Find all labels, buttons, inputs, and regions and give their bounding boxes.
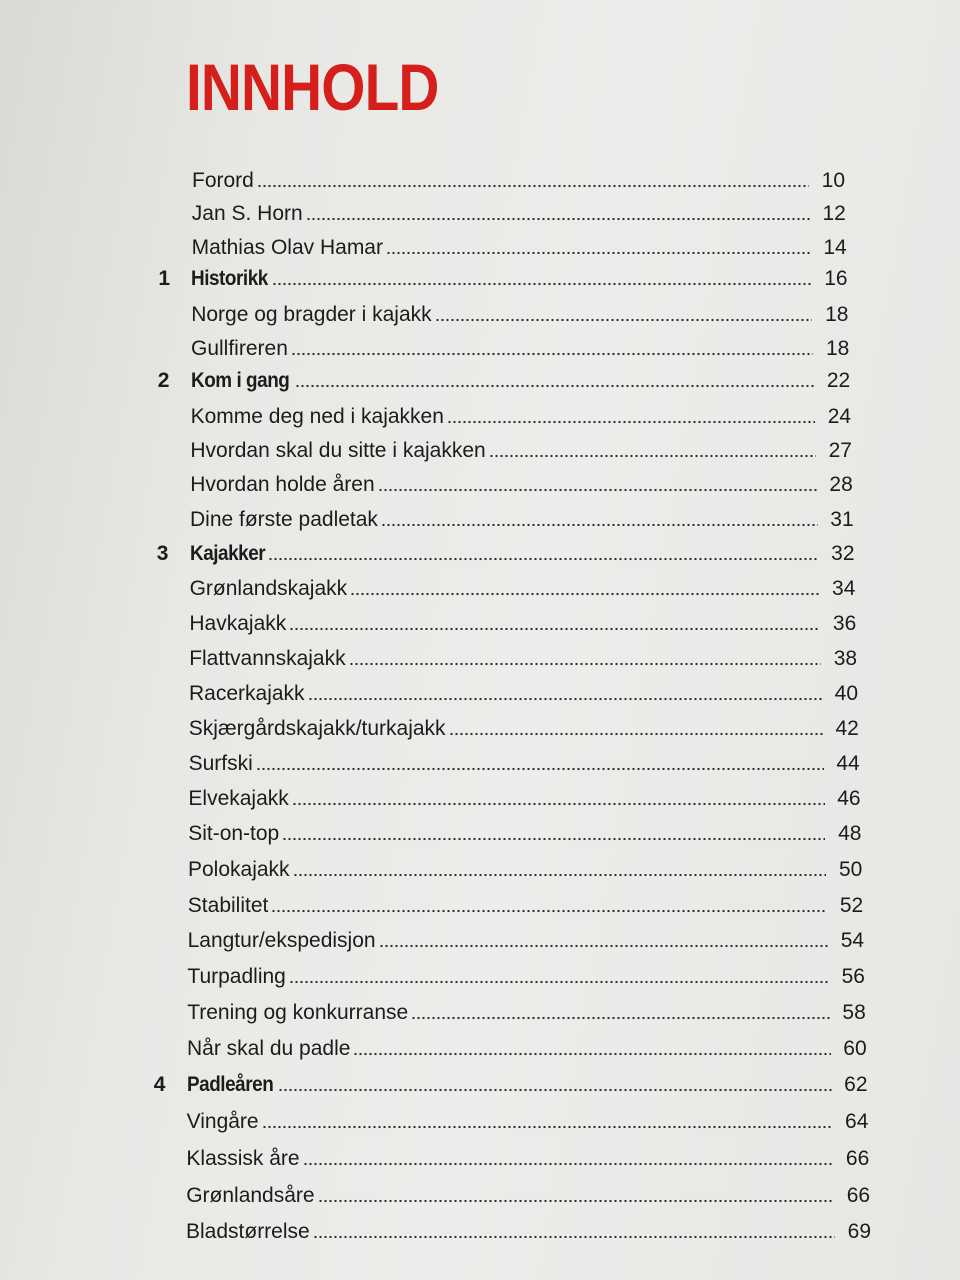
section-title: Hvordan skal du sitte i kajakken [190,439,486,462]
dot-leader [353,1051,830,1057]
dot-leader [379,943,828,949]
toc-entry-row [190,472,853,498]
toc-entry-row [192,235,847,261]
toc-entry-row [190,507,854,533]
toc-entry-row [189,716,859,742]
dot-leader [489,453,816,459]
dot-leader [449,731,823,737]
page-number: 44 [836,752,860,775]
chapter-title: Kajakker [189,542,266,565]
section-title: Polokajakk [188,858,290,881]
toc-entry-row [189,646,857,672]
chapter-title: Kom i gang [190,369,290,392]
dot-leader [262,1124,833,1130]
toc-entry-row [192,168,845,194]
dot-leader [257,183,809,189]
dot-leader [313,1234,835,1240]
toc-entry-row [187,1109,869,1135]
toc-entry-row [189,611,856,637]
section-title: Langtur/ekspedisjon [187,929,376,952]
dot-leader [308,696,822,702]
dot-leader [256,766,824,772]
dot-leader [411,1015,830,1021]
dot-leader [378,487,817,493]
page-number: 58 [842,1001,866,1024]
toc-entry-row [190,438,852,464]
dot-leader [318,1198,835,1204]
toc-entry-row [186,1183,870,1209]
toc-chapter-row [156,541,855,567]
page-number: 64 [845,1110,869,1133]
dot-leader [303,1161,834,1167]
page-number: 12 [822,202,846,225]
section-title: Norge og bragder i kajakk [191,303,432,326]
page-number: 10 [821,169,845,192]
page-number: 66 [846,1184,871,1207]
dot-leader [293,872,827,878]
chapter-title: Padleåren [186,1073,274,1096]
section-title: Turpadling [187,965,286,988]
dot-leader [271,908,827,914]
page-number: 28 [829,473,853,496]
toc-entry-row [187,964,865,990]
page-number: 31 [830,508,854,531]
section-title: Vingåre [186,1110,259,1133]
section-title: Trening og konkurranse [187,1001,409,1024]
toc-entry-row [189,681,858,707]
page-number: 32 [831,542,855,565]
chapter-number: 1 [158,267,171,290]
section-title: Gullfireren [191,337,288,360]
toc-entry-row [188,928,864,954]
page-number: 18 [825,337,850,360]
section-title: Hvordan holde åren [190,473,375,496]
toc-entry-row [190,576,856,602]
page-number: 42 [835,717,859,740]
dot-leader [381,522,818,528]
section-title: Komme deg ned i kajakken [190,405,444,428]
page-number: 18 [825,303,849,326]
toc-entry-row [188,893,863,919]
dot-leader [292,801,825,807]
section-title: Havkajakk [189,612,287,635]
section-title: Når skal du padle [187,1037,351,1060]
toc-entry-row [187,1036,867,1062]
toc-chapter-row [158,266,848,292]
dot-leader [289,979,829,985]
page-number: 24 [827,405,852,428]
toc-entry-row [186,1219,871,1245]
page-title: INNHOLD [186,50,439,124]
toc-entry-row [186,1146,869,1172]
chapter-number: 4 [153,1073,166,1096]
page-number: 22 [826,369,851,392]
page-number: 34 [832,577,856,600]
section-title: Dine første padletak [190,508,378,531]
section-title: Racerkajakk [189,682,305,705]
toc-entry-row [189,751,860,777]
toc-entry-row [188,857,862,883]
toc-chapter-row [157,368,851,394]
dot-leader [278,1087,832,1093]
page-number: 48 [838,822,862,845]
section-title: Jan S. Horn [191,202,303,225]
page-number: 27 [828,439,852,462]
toc-entry-row [188,786,860,812]
page-number: 46 [837,787,861,810]
section-title: Bladstørrelse [186,1220,310,1243]
toc-entry-row [191,302,848,328]
dot-leader [282,836,825,842]
toc-entry-row [192,201,846,227]
page-number: 62 [844,1073,868,1096]
dot-leader [306,216,810,222]
section-title: Forord [192,169,254,192]
page-number: 60 [843,1037,867,1060]
page-number: 36 [832,612,857,635]
dot-leader [295,383,814,389]
dot-leader [349,661,822,667]
chapter-title: Historikk [191,267,269,290]
dot-leader [435,317,813,323]
section-title: Grønlandsåre [186,1184,315,1207]
section-title: Grønlandskajakk [189,577,348,600]
toc-entry-row [191,336,849,362]
section-title: Elvekajakk [188,787,289,810]
dot-leader [350,591,819,597]
section-title: Skjærgårdskajakk/turkajakk [188,717,446,740]
page-number: 14 [823,236,847,259]
section-title: Flattvannskajakk [189,647,346,670]
section-title: Klassisk åre [186,1147,300,1170]
page-number: 69 [847,1220,871,1243]
page-number: 56 [841,965,865,988]
toc-entry-row [187,1000,866,1026]
chapter-number: 2 [157,369,170,392]
dot-leader [268,556,818,562]
section-title: Mathias Olav Hamar [191,236,383,259]
toc-entry-row [188,821,861,847]
section-title: Surfski [188,752,253,775]
page-number: 40 [834,682,858,705]
page-number: 52 [839,894,864,917]
section-title: Sit-on-top [188,822,280,845]
dot-leader [386,250,811,256]
page-number: 50 [838,858,863,881]
page-number: 38 [833,647,858,670]
dot-leader [447,419,815,425]
page-number: 16 [824,267,848,290]
page-number: 66 [845,1147,870,1170]
toc-chapter-row [153,1072,868,1098]
chapter-number: 3 [156,542,169,565]
dot-leader [272,281,812,287]
dot-leader [289,626,820,632]
page-number: 54 [840,929,865,952]
section-title: Stabilitet [187,894,269,917]
dot-leader [291,351,813,357]
toc-entry-row [191,404,851,430]
